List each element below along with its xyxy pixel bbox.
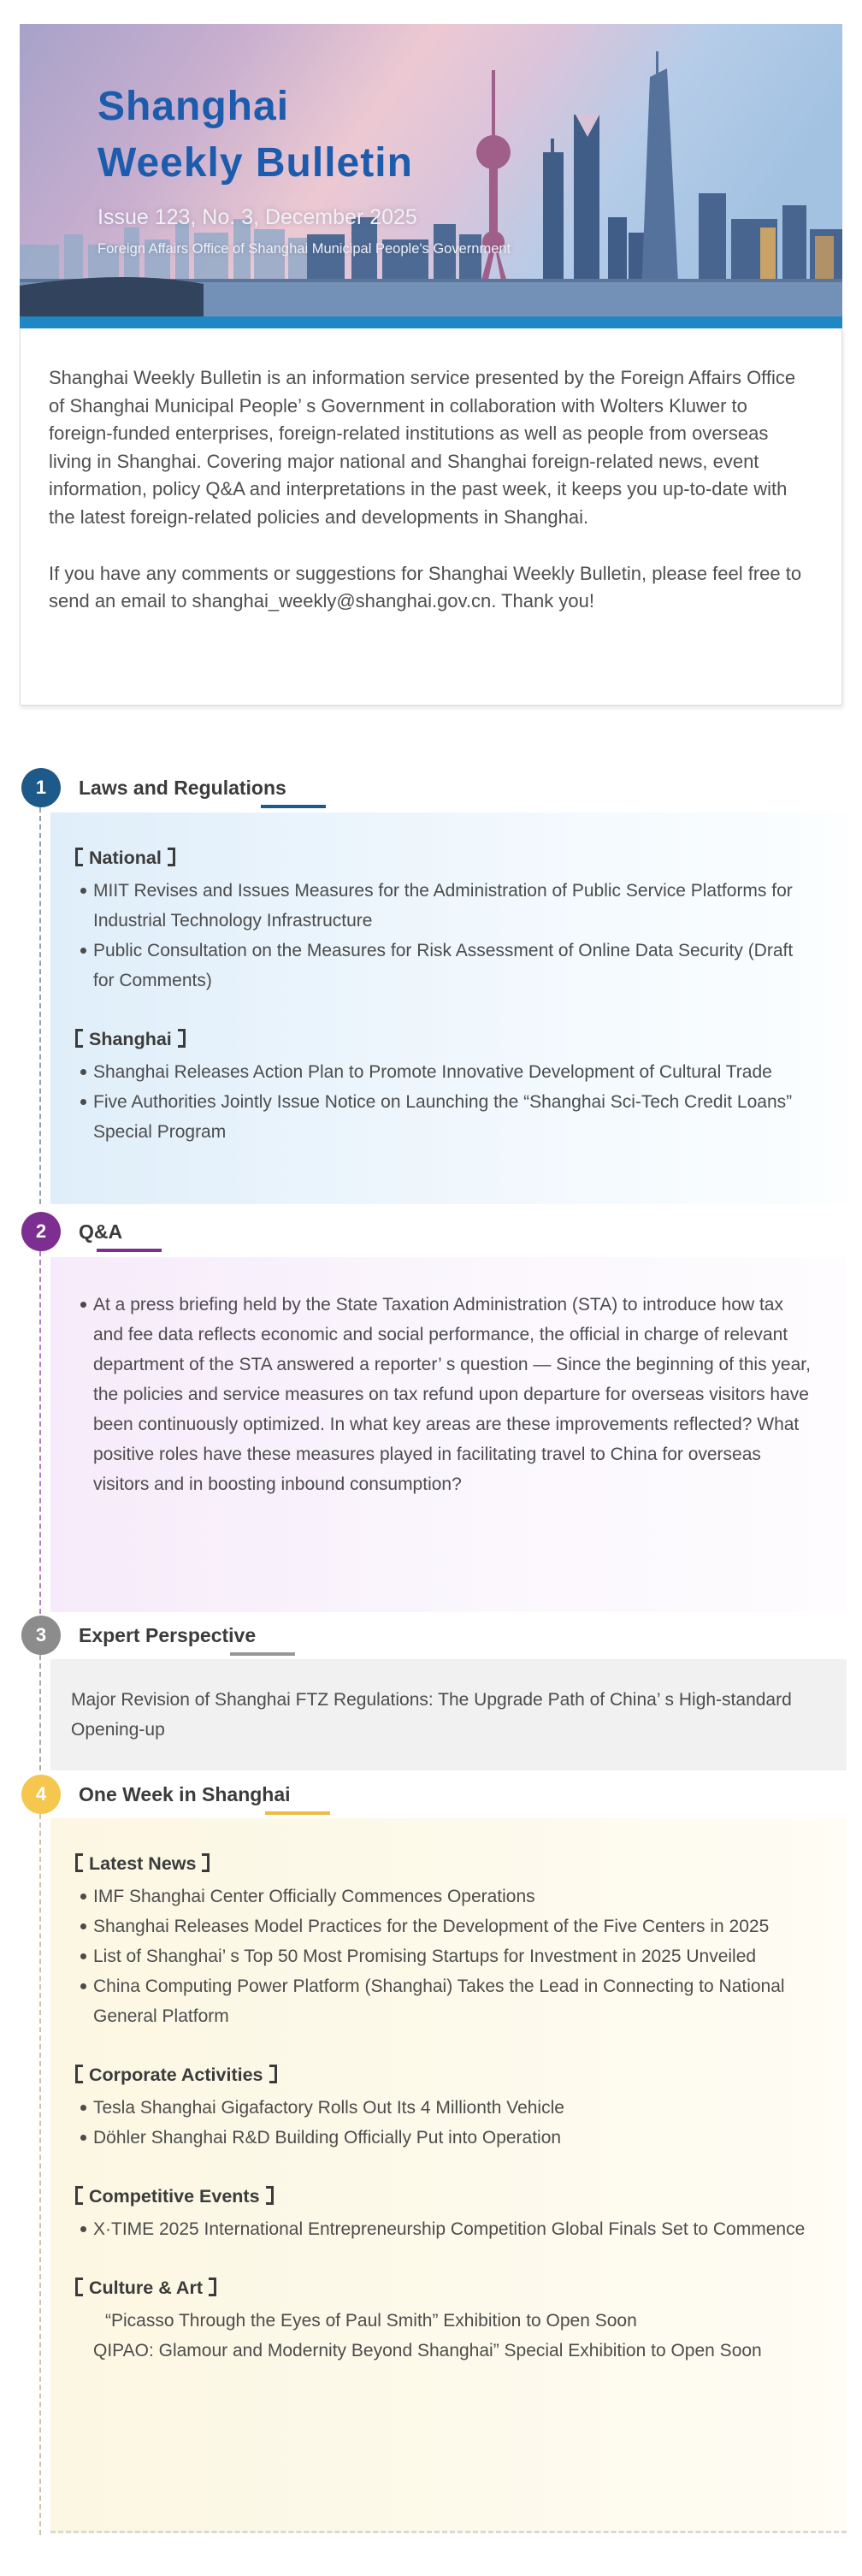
group-latest-news [89,1851,812,2031]
section-1-badge: 1 [21,768,61,807]
bullet-item: X·TIME 2025 International Entrepreneurship Competition Global Finals Set to Commence [93,2214,812,2244]
bullet-item: Five Authorities Jointly Issue Notice on Launching the “Shanghai Sci-Tech Credit Loans” Special Program [93,1087,812,1147]
section-2-heading [79,1217,122,1252]
culture-line: “Picasso Through the Eyes of Paul Smith” Exhibition to Open Soon [105,2311,637,2331]
left-bracket-icon [75,2065,83,2083]
section-4-accent-underline [265,1811,330,1815]
group-label-latest-news: Latest News [75,1851,812,1876]
left-bracket-icon [75,1029,83,1048]
bullet-item: China Computing Power Platform (Shanghai) Takes the Lead in Connecting to National General Platform [93,1971,812,2031]
bullet-item: MIIT Revises and Issues Measures for the Administration of Public Service Platforms for Industrial Technology Infrastructure [93,876,812,936]
section-4-badge: 4 [21,1775,61,1814]
group-label-shanghai: Shanghai [75,1026,812,1052]
bulletin-title-line2: Weekly Bulletin [97,140,413,186]
bulletin-title [97,79,413,192]
expert-paragraph: Major Revision of Shanghai FTZ Regulations: The Upgrade Path of China’ s High-standard Opening-up [71,1690,792,1740]
group-shanghai [89,1026,812,1147]
section-1-dotted-line [39,807,41,1204]
group-label-corporate-activities: Corporate Activities [75,2062,812,2088]
culture-art-lines [93,2306,812,2366]
national-list [93,876,812,996]
section-1-title: Laws and Regulations [79,777,286,799]
section-1-accent-underline [261,805,326,808]
issue-line: Issue 123, No. 3, December 2025 [97,205,417,229]
left-bracket-icon [75,2278,83,2296]
group-corporate-activities [89,2062,812,2153]
bullet-item: Döhler Shanghai R&D Building Officially Put into Operation [93,2123,812,2153]
left-bracket-icon [75,848,83,866]
culture-line: QIPAO: Glamour and Modernity Beyond Shanghai” Special Exhibition to Open Soon [93,2341,762,2360]
section-4-title: One Week in Shanghai [79,1783,291,1805]
section-3-accent-underline [230,1652,295,1656]
right-bracket-icon [266,2186,274,2205]
bullet-item: List of Shanghai’ s Top 50 Most Promising Startups for Investment in 2025 Unveiled [93,1941,812,1971]
right-bracket-icon [269,2065,277,2083]
right-bracket-icon [168,848,175,866]
group-label-culture-art: Culture & Art [75,2275,812,2301]
section-3-dotted-line [39,1655,41,1770]
qa-list [93,1290,812,1499]
section-1-content [50,812,847,1204]
group-label-competitive-events: Competitive Events [75,2183,812,2209]
group-competitive-events [89,2183,812,2244]
section-4-heading [79,1780,291,1815]
section-3-title: Expert Perspective [79,1624,257,1646]
section-1-heading [79,773,286,808]
bullet-item: Public Consultation on the Measures for Risk Assessment of Online Data Security (Draft for Comments) [93,936,812,996]
section-2-badge: 2 [21,1212,61,1251]
bullet-item: Shanghai Releases Action Plan to Promote Innovative Development of Cultural Trade [93,1057,812,1087]
section-4-content [50,1818,847,2533]
header-banner [20,24,842,328]
intro-card [20,328,842,706]
right-bracket-icon [202,1853,210,1872]
section-3-badge: 3 [21,1616,61,1655]
section-2-title: Q&A [79,1220,123,1243]
bullet-item: Tesla Shanghai Gigafactory Rolls Out Its 4 Millionth Vehicle [93,2093,812,2123]
intro-paragraph-2: If you have any comments or suggestions for Shanghai Weekly Bulletin, please feel free to send an email to shanghai_weekly@shanghai.gov.cn. Thank you! [49,562,802,612]
header-accent-bar [20,316,842,328]
right-bracket-icon [178,1029,186,1048]
latest-news-list [93,1882,812,2031]
section-3-heading [79,1621,256,1656]
section-3-content [50,1659,847,1770]
org-line: Foreign Affairs Office of Shanghai Municipal People's Government [97,241,511,257]
section-2-dotted-line [39,1251,41,1614]
corporate-activities-list [93,2093,812,2153]
bullet-item: Shanghai Releases Model Practices for the Development of the Five Centers in 2025 [93,1911,812,1941]
group-label-national: National [75,845,812,871]
bullet-item: At a press briefing held by the State Taxation Administration (STA) to introduce how tax and fee data reflects economic and social performance, the official in charge of relevant department of the STA answered a reporter’ s question — Since the beginning of this year, the policies and service measures on tax refund upon departure for overseas visitors have been continuously optimized. In what key areas are these improvements reflected? What positive roles have these measures played in facilitating travel to China for overseas visitors and in boosting inbound consumption? [93,1290,812,1499]
shanghai-list [93,1057,812,1147]
section-2-content [50,1257,847,1612]
group-national [89,845,812,996]
bulletin-title-line1: Shanghai [97,84,290,129]
intro-paragraph-1: Shanghai Weekly Bulletin is an information service presented by the Foreign Affairs Office of Shanghai Municipal People’ s Government in collaboration with Wolters Kluwer to foreign-funded enterprises, foreign-related institutions as well as people from overseas living in Shanghai. Covering major national and Shanghai foreign-related news, event information, policy Q&A and interpretations in the past week, it keeps you up-to-date with the latest foreign-related policies and developments in Shanghai. [49,367,796,528]
section-4-dotted-line [39,1814,41,2535]
bullet-item: IMF Shanghai Center Officially Commences Operations [93,1882,812,1911]
left-bracket-icon [75,1853,83,1872]
section-2-accent-underline [97,1249,162,1252]
competitive-events-list [93,2214,812,2244]
right-bracket-icon [209,2278,216,2296]
group-culture-art [89,2275,812,2366]
left-bracket-icon [75,2186,83,2205]
